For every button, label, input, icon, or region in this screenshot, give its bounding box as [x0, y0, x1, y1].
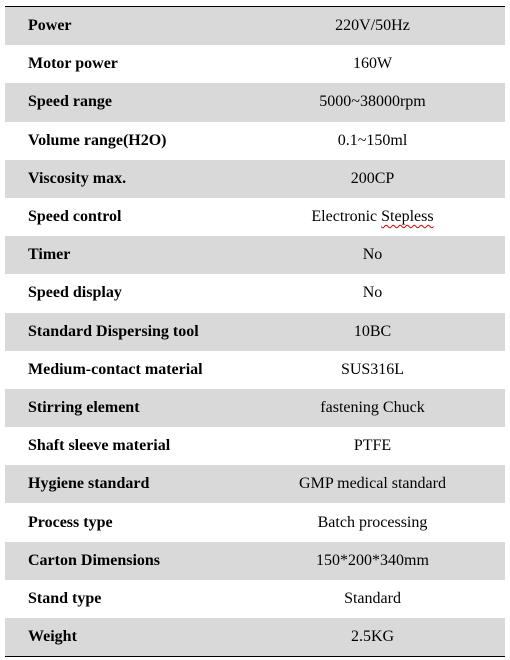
spec-label: Process type [28, 513, 113, 531]
spec-row-speed-control [5, 198, 505, 236]
spec-row-motor-power [5, 45, 505, 83]
spec-value: 200CP [350, 169, 395, 187]
spec-label: Motor power [28, 55, 118, 73]
spec-label: Weight [28, 628, 77, 646]
spec-label: Power [28, 17, 72, 35]
spec-label: Carton Dimensions [28, 551, 161, 569]
spec-label: Standard Dispersing tool [28, 322, 199, 340]
spec-label: Stand type [28, 589, 102, 607]
spec-row-hygiene-standard [5, 465, 505, 503]
spec-label: Medium-contact material [28, 360, 203, 378]
spec-row-speed-display [5, 274, 505, 312]
spec-value-prefix: Electronic [311, 208, 382, 226]
spec-value: 220V/50Hz [335, 17, 410, 35]
spec-value: fastening Chuck [320, 398, 425, 416]
spec-value: Batch processing [317, 513, 428, 531]
spec-label: Shaft sleeve material [28, 437, 171, 455]
spec-row-power [5, 7, 505, 45]
spec-label: Volume range(H2O) [28, 131, 167, 149]
spec-label: Timer [28, 246, 71, 264]
spec-label: Hygiene standard [28, 475, 150, 493]
spec-row-viscosity [5, 160, 505, 198]
spec-value: 10BC [353, 322, 392, 340]
spec-value: 0.1~150ml [337, 131, 408, 149]
spec-label: Stirring element [28, 398, 140, 416]
spec-row-process-type [5, 503, 505, 541]
spec-label: Speed range [28, 93, 112, 111]
spec-row-stirring-element [5, 389, 505, 427]
spec-value: GMP medical standard [299, 475, 446, 493]
spec-label: Speed display [28, 284, 122, 302]
spec-row-weight [5, 618, 505, 656]
spec-value: 2.5KG [350, 628, 395, 646]
spec-row-stand-type [5, 580, 505, 618]
spec-row-speed-range [5, 83, 505, 121]
spec-row-dispersing-tool [5, 313, 505, 351]
spec-label: Viscosity max. [28, 169, 127, 187]
spec-value: PTFE [353, 437, 392, 455]
spec-row-shaft-sleeve [5, 427, 505, 465]
spec-value: No [362, 284, 383, 302]
spec-value: SUS316L [340, 360, 405, 378]
spec-table [5, 6, 505, 657]
spellcheck-flagged-word: Stepless [381, 208, 434, 226]
spec-value: 150*200*340mm [316, 551, 429, 569]
spec-row-volume-range [5, 122, 505, 160]
spec-row-timer [5, 236, 505, 274]
spec-value [270, 208, 505, 226]
spec-row-medium-contact-material [5, 351, 505, 389]
spec-value: 5000~38000rpm [319, 93, 426, 111]
spec-value: Standard [344, 589, 401, 607]
spec-label: Speed control [28, 208, 122, 226]
spec-value: 160W [352, 55, 393, 73]
spec-value: No [362, 246, 383, 264]
spec-row-carton-dimensions [5, 542, 505, 580]
